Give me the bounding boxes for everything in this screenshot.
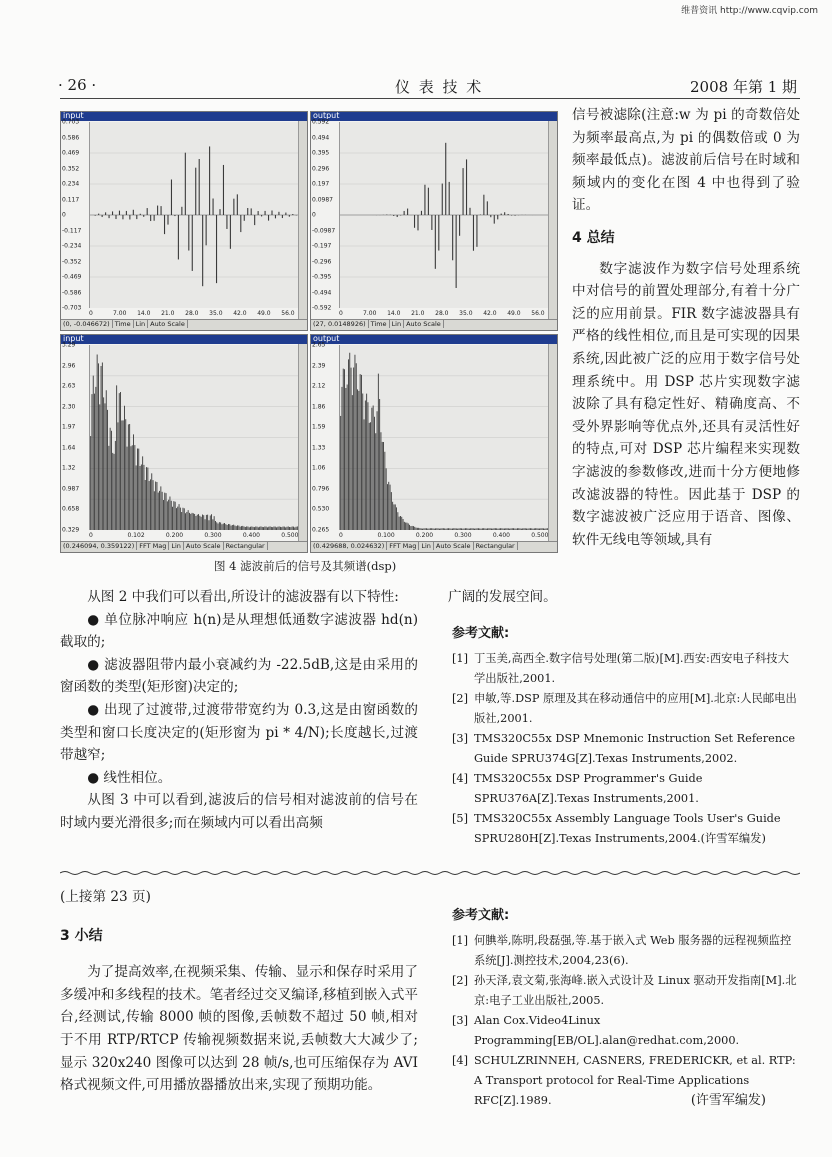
waveform-svg <box>90 345 298 530</box>
reference-item <box>452 689 800 729</box>
y-tick-label: 0.296 <box>312 165 330 172</box>
status-field[interactable]: Rectangular <box>474 542 518 550</box>
reference-text: 申敏,等.DSP 原理及其在移动通信中的应用[M].北京:人民邮电出版社,2001. <box>474 692 797 725</box>
x-tick-label: 0 <box>89 532 93 539</box>
paragraph-intro: 从图 2 中我们可以看出,所设计的滤波器有以下特性: <box>87 589 399 605</box>
x-tick-label: 0.400 <box>492 532 510 539</box>
bullet-attenuation: ● 滤波器阻带内最小衰减约为 -22.5dB,这是由采用的窗函数的类型(矩形窗)决定的; <box>60 656 418 696</box>
reference-item <box>452 769 800 809</box>
reference-text: TMS320C55x DSP Programmer's Guide SPRU376A[Z].Texas Instruments,2001. <box>474 772 703 805</box>
y-tick-label: 2.63 <box>62 382 76 390</box>
right-column-top <box>572 104 800 551</box>
y-tick-label: 0.987 <box>62 485 80 493</box>
panel-statusbar <box>311 319 557 330</box>
x-tick-label: 0.200 <box>415 532 434 539</box>
reference-item <box>452 809 800 849</box>
section-4-heading: 4 总结 <box>572 229 615 246</box>
x-tick-label: 14.0 <box>137 310 151 317</box>
panel-titlebar <box>61 335 307 344</box>
x-tick-label: 0 <box>89 310 93 317</box>
journal-name: 仪 表 技 术 <box>395 78 484 96</box>
x-tick-label: 0.300 <box>454 532 472 539</box>
y-tick-label: 0.703 <box>62 118 80 126</box>
waveform-svg <box>90 122 298 308</box>
status-field[interactable]: Auto Scale <box>184 542 224 550</box>
y-tick-label: -0.0987 <box>312 227 336 234</box>
y-tick-label: 0.592 <box>312 118 330 126</box>
x-tick-label: 0.400 <box>242 532 260 539</box>
x-tick-label: 0 <box>339 532 343 539</box>
x-tick-label: 28.0 <box>185 310 199 317</box>
reference-text: 丁玉美,高西全.数字信号处理(第二版)[M].西安:西安电子科技大学出版社,2001. <box>474 652 789 685</box>
y-tick-label: -0.234 <box>62 242 82 250</box>
y-tick-label: 0.530 <box>312 505 330 513</box>
issue-label: 2008 年第 1 期 <box>690 78 798 96</box>
reference-number: [1] <box>452 934 469 947</box>
reference-number: [5] <box>452 812 469 825</box>
reference-text: Alan Cox.Video4Linux Programming[EB/OL].alan@redhat.com,2000. <box>474 1014 740 1047</box>
y-tick-label: 0.494 <box>312 134 330 141</box>
y-axis-ticks <box>312 118 338 312</box>
y-tick-label: 1.59 <box>312 423 326 431</box>
y-tick-label: -0.117 <box>62 227 82 234</box>
y-tick-label: 2.30 <box>62 403 76 411</box>
references-1 <box>452 622 800 849</box>
y-tick-label: 2.12 <box>312 382 326 390</box>
y-tick-label: 2.65 <box>312 341 326 349</box>
y-tick-label: 0.117 <box>62 196 80 203</box>
reference-text: TMS320C55x DSP Mnemonic Instruction Set Reference Guide SPRU374G[Z].Texas Instruments,2002. <box>474 732 796 765</box>
y-tick-label: -0.352 <box>62 258 82 265</box>
reference-number: [3] <box>452 1014 469 1027</box>
references-heading-2: 参考文献: <box>452 908 510 923</box>
y-tick-label: -0.469 <box>62 273 82 281</box>
waveform-svg <box>340 345 548 530</box>
reference-item <box>452 1011 800 1051</box>
reference-number: [3] <box>452 732 469 745</box>
y-tick-label: 2.96 <box>62 362 76 370</box>
reference-text: 孙天泽,袁文菊,张海峰.嵌入式设计及 Linux 驱动开发指南[M].北京:电子工业出版社,2005. <box>474 974 797 1007</box>
x-tick-label: 35.0 <box>459 310 473 317</box>
y-tick-label: -0.296 <box>312 258 332 265</box>
panel-title: input <box>63 111 84 120</box>
references-2 <box>452 904 800 1111</box>
x-tick-label: 42.0 <box>483 310 497 317</box>
header-rule <box>60 98 800 99</box>
panel-statusbar <box>61 541 307 552</box>
x-tick-label: 0 <box>339 310 343 317</box>
status-field[interactable]: (0.429688, 0.024632) <box>311 542 387 550</box>
plot-area <box>89 122 298 308</box>
bullet-impulse: ● 单位脉冲响应 h(n)是从理想低通数字滤波器 hd(n)截取的; <box>60 611 418 651</box>
references-heading: 参考文献: <box>452 626 510 641</box>
y-tick-label: 3.29 <box>62 341 76 349</box>
paragraph-conclusion: 为了提高效率,在视频采集、传输、显示和保存时采用了多缓冲和多线程的技术。笔者经过交叉编译,移植到嵌入式平台,经测试,传输 8000 帧的图像,丢帧数不超过 50 帧,相对于不用 RTP/RTCP 传输视频数据来说,丢帧数大大减少了;显示 320x240 图像可以达到 28 帧/s,也可压缩保存为 AVI 格式视频文件,可用播放器播放出来,实现了预期功能。 <box>60 964 418 1094</box>
bullet-phase: ● 线性相位。 <box>87 769 172 786</box>
x-tick-label: 0.500 <box>531 532 549 539</box>
panel-input-time <box>60 111 308 331</box>
status-field[interactable]: Lin <box>419 542 434 550</box>
y-tick-label: -0.592 <box>312 304 332 312</box>
continued-note: (上接第 23 页) <box>60 889 151 905</box>
reference-text: 何腆举,陈明,段磊强,等.基于嵌入式 Web 服务器的远程视频监控系统[J].测控技术,2004,23(6). <box>474 934 792 967</box>
panel-titlebar <box>61 112 307 121</box>
panel-scrollbar[interactable] <box>298 344 307 542</box>
watermark: 维普资讯 http://www.cqvip.com <box>681 6 818 16</box>
x-tick-label: 0.100 <box>377 532 395 539</box>
y-tick-label: 0.197 <box>312 180 330 188</box>
y-tick-label: -0.494 <box>312 289 332 296</box>
status-field[interactable]: (0, -0.046672) <box>61 320 113 328</box>
y-tick-label: 1.64 <box>62 444 76 452</box>
status-field[interactable]: Auto Scale <box>434 542 474 550</box>
plot-area <box>339 345 548 530</box>
y-tick-label: 0.352 <box>62 165 80 172</box>
reference-number: [2] <box>452 692 469 705</box>
reference-number: [4] <box>452 772 469 785</box>
x-tick-label: 42.0 <box>233 310 247 317</box>
paragraph-summary: 数字滤波作为数字信号处理系统中对信号的前置处理部分,有着十分广泛的应用前景。FIR 数字滤波器具有严格的线性相位,而且是可实现的因果系统,因此被广泛的应用于数字信号处理系统中。用 DSP 芯片实现数字滤波除了具有稳定性好、精确度高、不受外界影响等优点外,还具有灵活性好的特点,可对 DSP 芯片编程来实现数字滤波的参数修改,进而十分方便地修改滤波器的特性。因此基于 DSP 的数字滤波被广泛应用于语音、图像、软件无线电等领域,具有 <box>572 260 800 548</box>
y-tick-label: -0.395 <box>312 273 332 281</box>
panel-output-fft <box>310 334 558 553</box>
y-tick-label: -0.586 <box>62 289 82 296</box>
page-number: · 26 · <box>58 76 97 94</box>
reference-number: [4] <box>452 1054 469 1067</box>
status-field[interactable]: Time <box>369 320 390 328</box>
status-field[interactable]: Time <box>113 320 134 328</box>
y-tick-label: 1.06 <box>312 464 326 472</box>
status-field[interactable]: Auto Scale <box>148 320 188 328</box>
x-tick-label: 49.0 <box>257 310 271 317</box>
summary-continuation: 广阔的发展空间。 <box>448 589 557 605</box>
y-tick-label: 0 <box>312 211 316 219</box>
x-tick-label: 7.00 <box>363 310 377 317</box>
y-tick-label: 0.395 <box>312 149 330 157</box>
status-field[interactable]: Lin <box>134 320 149 328</box>
reference-item <box>452 649 800 689</box>
x-tick-label: 0.200 <box>165 532 184 539</box>
y-tick-label: 0.658 <box>62 505 80 513</box>
x-tick-label: 0.500 <box>281 532 299 539</box>
figure-caption: 图 4 滤波前后的信号及其频谱(dsp) <box>214 559 397 573</box>
y-tick-label: 1.33 <box>312 444 326 452</box>
left-column-text <box>60 586 418 835</box>
plot-area <box>339 122 548 308</box>
y-axis-ticks <box>62 118 88 312</box>
x-tick-label: 7.00 <box>113 310 127 317</box>
reference-number: [2] <box>452 974 469 987</box>
paragraph-figure3: 从图 3 中可以看到,滤波后的信号相对滤波前的信号在时域内要光滑很多;而在频域内可以看出高频 <box>60 792 418 831</box>
y-tick-label: 0.329 <box>62 526 80 534</box>
panel-input-fft <box>60 334 308 553</box>
status-field[interactable]: Lin <box>390 320 405 328</box>
y-tick-label: 0.234 <box>62 180 80 188</box>
panel-output-time <box>310 111 558 331</box>
panel-title: output <box>313 111 340 120</box>
status-field[interactable]: FFT Mag <box>137 542 169 550</box>
reference-text: TMS320C55x Assembly Language Tools User's Guide SPRU280H[Z].Texas Instruments,2004.(许雪军编发) <box>474 812 781 845</box>
section-3-heading: 3 小结 <box>60 927 103 944</box>
y-tick-label: 0.0987 <box>312 196 333 203</box>
y-tick-label: 2.39 <box>312 362 326 370</box>
x-tick-label: 21.0 <box>161 310 175 317</box>
status-field[interactable]: Auto Scale <box>404 320 444 328</box>
editor-note: (许雪军编发) <box>690 1093 766 1108</box>
reference-number: [1] <box>452 652 469 665</box>
x-tick-label: 56.0 <box>281 310 295 317</box>
plot-area <box>89 345 298 530</box>
y-tick-label: -0.197 <box>312 242 332 250</box>
status-field[interactable]: FFT Mag <box>387 542 419 550</box>
panel-title: input <box>63 334 84 343</box>
panel-scrollbar[interactable] <box>548 121 557 320</box>
status-field[interactable]: Lin <box>169 542 184 550</box>
x-tick-label: 0.102 <box>127 532 145 539</box>
reference-text: SCHULZRINNEH, CASNERS, FREDERICKR, et al. RTP: A Transport protocol for Real-Time Applications RFC[Z].1989. <box>474 1054 796 1107</box>
bottom-left-column <box>60 886 418 1097</box>
waveform-svg <box>340 122 548 308</box>
reference-item <box>452 931 800 971</box>
panel-scrollbar[interactable] <box>548 344 557 542</box>
x-tick-label: 0.300 <box>204 532 222 539</box>
y-tick-label: -0.703 <box>62 304 82 312</box>
panel-statusbar <box>311 541 557 552</box>
y-tick-label: 0 <box>62 211 66 219</box>
x-tick-label: 49.0 <box>507 310 521 317</box>
y-tick-label: 0.265 <box>312 526 330 534</box>
panel-titlebar <box>311 112 557 121</box>
y-axis-ticks <box>62 341 88 534</box>
x-tick-label: 35.0 <box>209 310 223 317</box>
status-field[interactable]: (27, 0.0148926) <box>311 320 369 328</box>
panel-statusbar <box>61 319 307 330</box>
panel-titlebar <box>311 335 557 344</box>
reference-item <box>452 729 800 769</box>
y-tick-label: 1.32 <box>62 464 76 472</box>
status-field[interactable]: Rectangular <box>224 542 268 550</box>
section-divider <box>60 870 800 876</box>
y-tick-label: 0.586 <box>62 134 80 141</box>
status-field[interactable]: (0.246094, 0.359122) <box>61 542 137 550</box>
x-tick-label: 21.0 <box>411 310 425 317</box>
figure-4 <box>60 111 556 551</box>
x-tick-label: 28.0 <box>435 310 449 317</box>
y-tick-label: 1.86 <box>312 403 326 411</box>
panel-scrollbar[interactable] <box>298 121 307 320</box>
y-axis-ticks <box>312 341 338 534</box>
reference-item <box>452 971 800 1011</box>
x-tick-label: 14.0 <box>387 310 401 317</box>
x-tick-label: 56.0 <box>531 310 545 317</box>
y-tick-label: 0.469 <box>62 149 80 157</box>
y-tick-label: 1.97 <box>62 423 76 431</box>
panel-title: output <box>313 334 340 343</box>
paragraph-filter-note: 信号被滤除(注意:w 为 pi 的奇数倍处为频率最高点,为 pi 的偶数倍或 0 为频率最低点)。滤波前后信号在时域和频域内的变化在图 4 中也得到了验证。 <box>572 107 800 214</box>
bullet-transition: ● 出现了过渡带,过渡带带宽约为 0.3,这是由窗函数的类型和窗口长度决定的(矩形窗为 pi * 4/N);长度越长,过渡带越窄; <box>60 701 418 764</box>
y-tick-label: 0.796 <box>312 485 330 493</box>
